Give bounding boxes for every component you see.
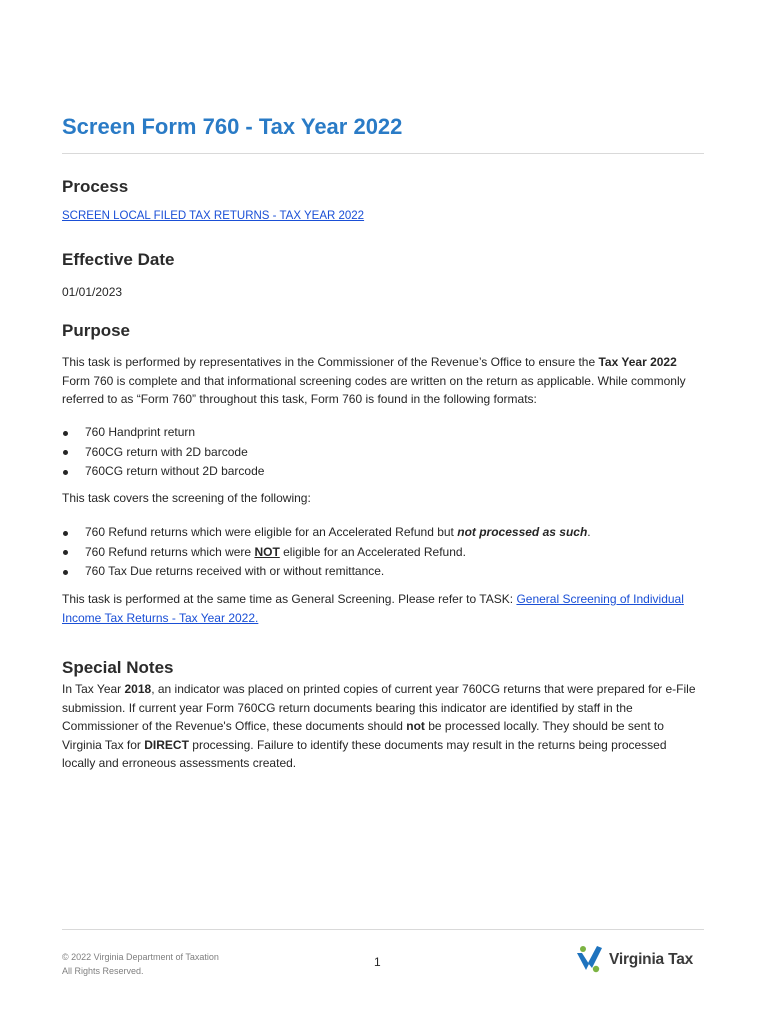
list-item: 760 Refund returns which were NOT eligible for an Accelerated Refund. — [62, 543, 591, 563]
general-screening-link[interactable]: General Screening of Individual Income Tax Returns - Tax Year 2022. — [62, 592, 684, 625]
formats-list — [62, 423, 264, 482]
title-divider — [62, 153, 704, 154]
covers-intro: This task covers the screening of the following: — [62, 491, 311, 505]
list-item: 760CG return with 2D barcode — [62, 443, 264, 463]
virginia-tax-check-icon — [575, 944, 605, 976]
list-item: 760 Tax Due returns received with or without remittance. — [62, 562, 591, 582]
general-screening-paragraph: This task is performed at the same time as General Screening. Please refer to TASK: General Screening of Individual Income Tax Returns - Tax Year 2022. — [62, 592, 684, 625]
page-number: 1 — [374, 955, 381, 969]
special-notes-paragraph: In Tax Year 2018, an indicator was placed on printed copies of current year 760CG returns that were prepared for e-File submission. If current year Form 760CG return documents bearing this indicator are identified by staff in the Commissioner of the Revenue's Office, these documents should not be processed locally. They should be sent to Virginia Tax for DIRECT processing. Failure to identify these documents may result in the returns being processed locally and erroneous assessments created. — [62, 682, 696, 770]
process-heading: Process — [62, 177, 129, 196]
logo-text: Virginia Tax — [609, 951, 694, 968]
covers-list — [62, 523, 591, 582]
purpose-paragraph: This task is performed by representatives in the Commissioner of the Revenue’s Office to ensure the Tax Year 2022 Form 760 is complete and that informational screening codes are written on the return as applicable. While commonly referred to as “Form 760” throughout this task, Form 760 is found in the following formats: — [62, 355, 686, 406]
list-item: 760CG return without 2D barcode — [62, 462, 264, 482]
effective-date-heading: Effective Date — [62, 250, 175, 269]
process-link[interactable]: SCREEN LOCAL FILED TAX RETURNS - TAX YEAR 2022 — [62, 210, 365, 222]
copyright-line: All Rights Reserved. — [62, 966, 144, 976]
purpose-heading: Purpose — [62, 321, 131, 340]
list-item: 760 Handprint return — [62, 423, 264, 443]
copyright-line: © 2022 Virginia Department of Taxation — [62, 952, 219, 962]
effective-date-value: 01/01/2023 — [62, 285, 123, 299]
special-notes-heading: Special Notes — [62, 658, 174, 677]
list-item: 760 Refund returns which were eligible for an Accelerated Refund but not processed as such. — [62, 523, 591, 543]
copyright — [62, 950, 219, 978]
footer-divider — [62, 929, 704, 930]
virginia-tax-logo — [575, 944, 693, 976]
page-title: Screen Form 760 - Tax Year 2022 — [62, 114, 403, 139]
